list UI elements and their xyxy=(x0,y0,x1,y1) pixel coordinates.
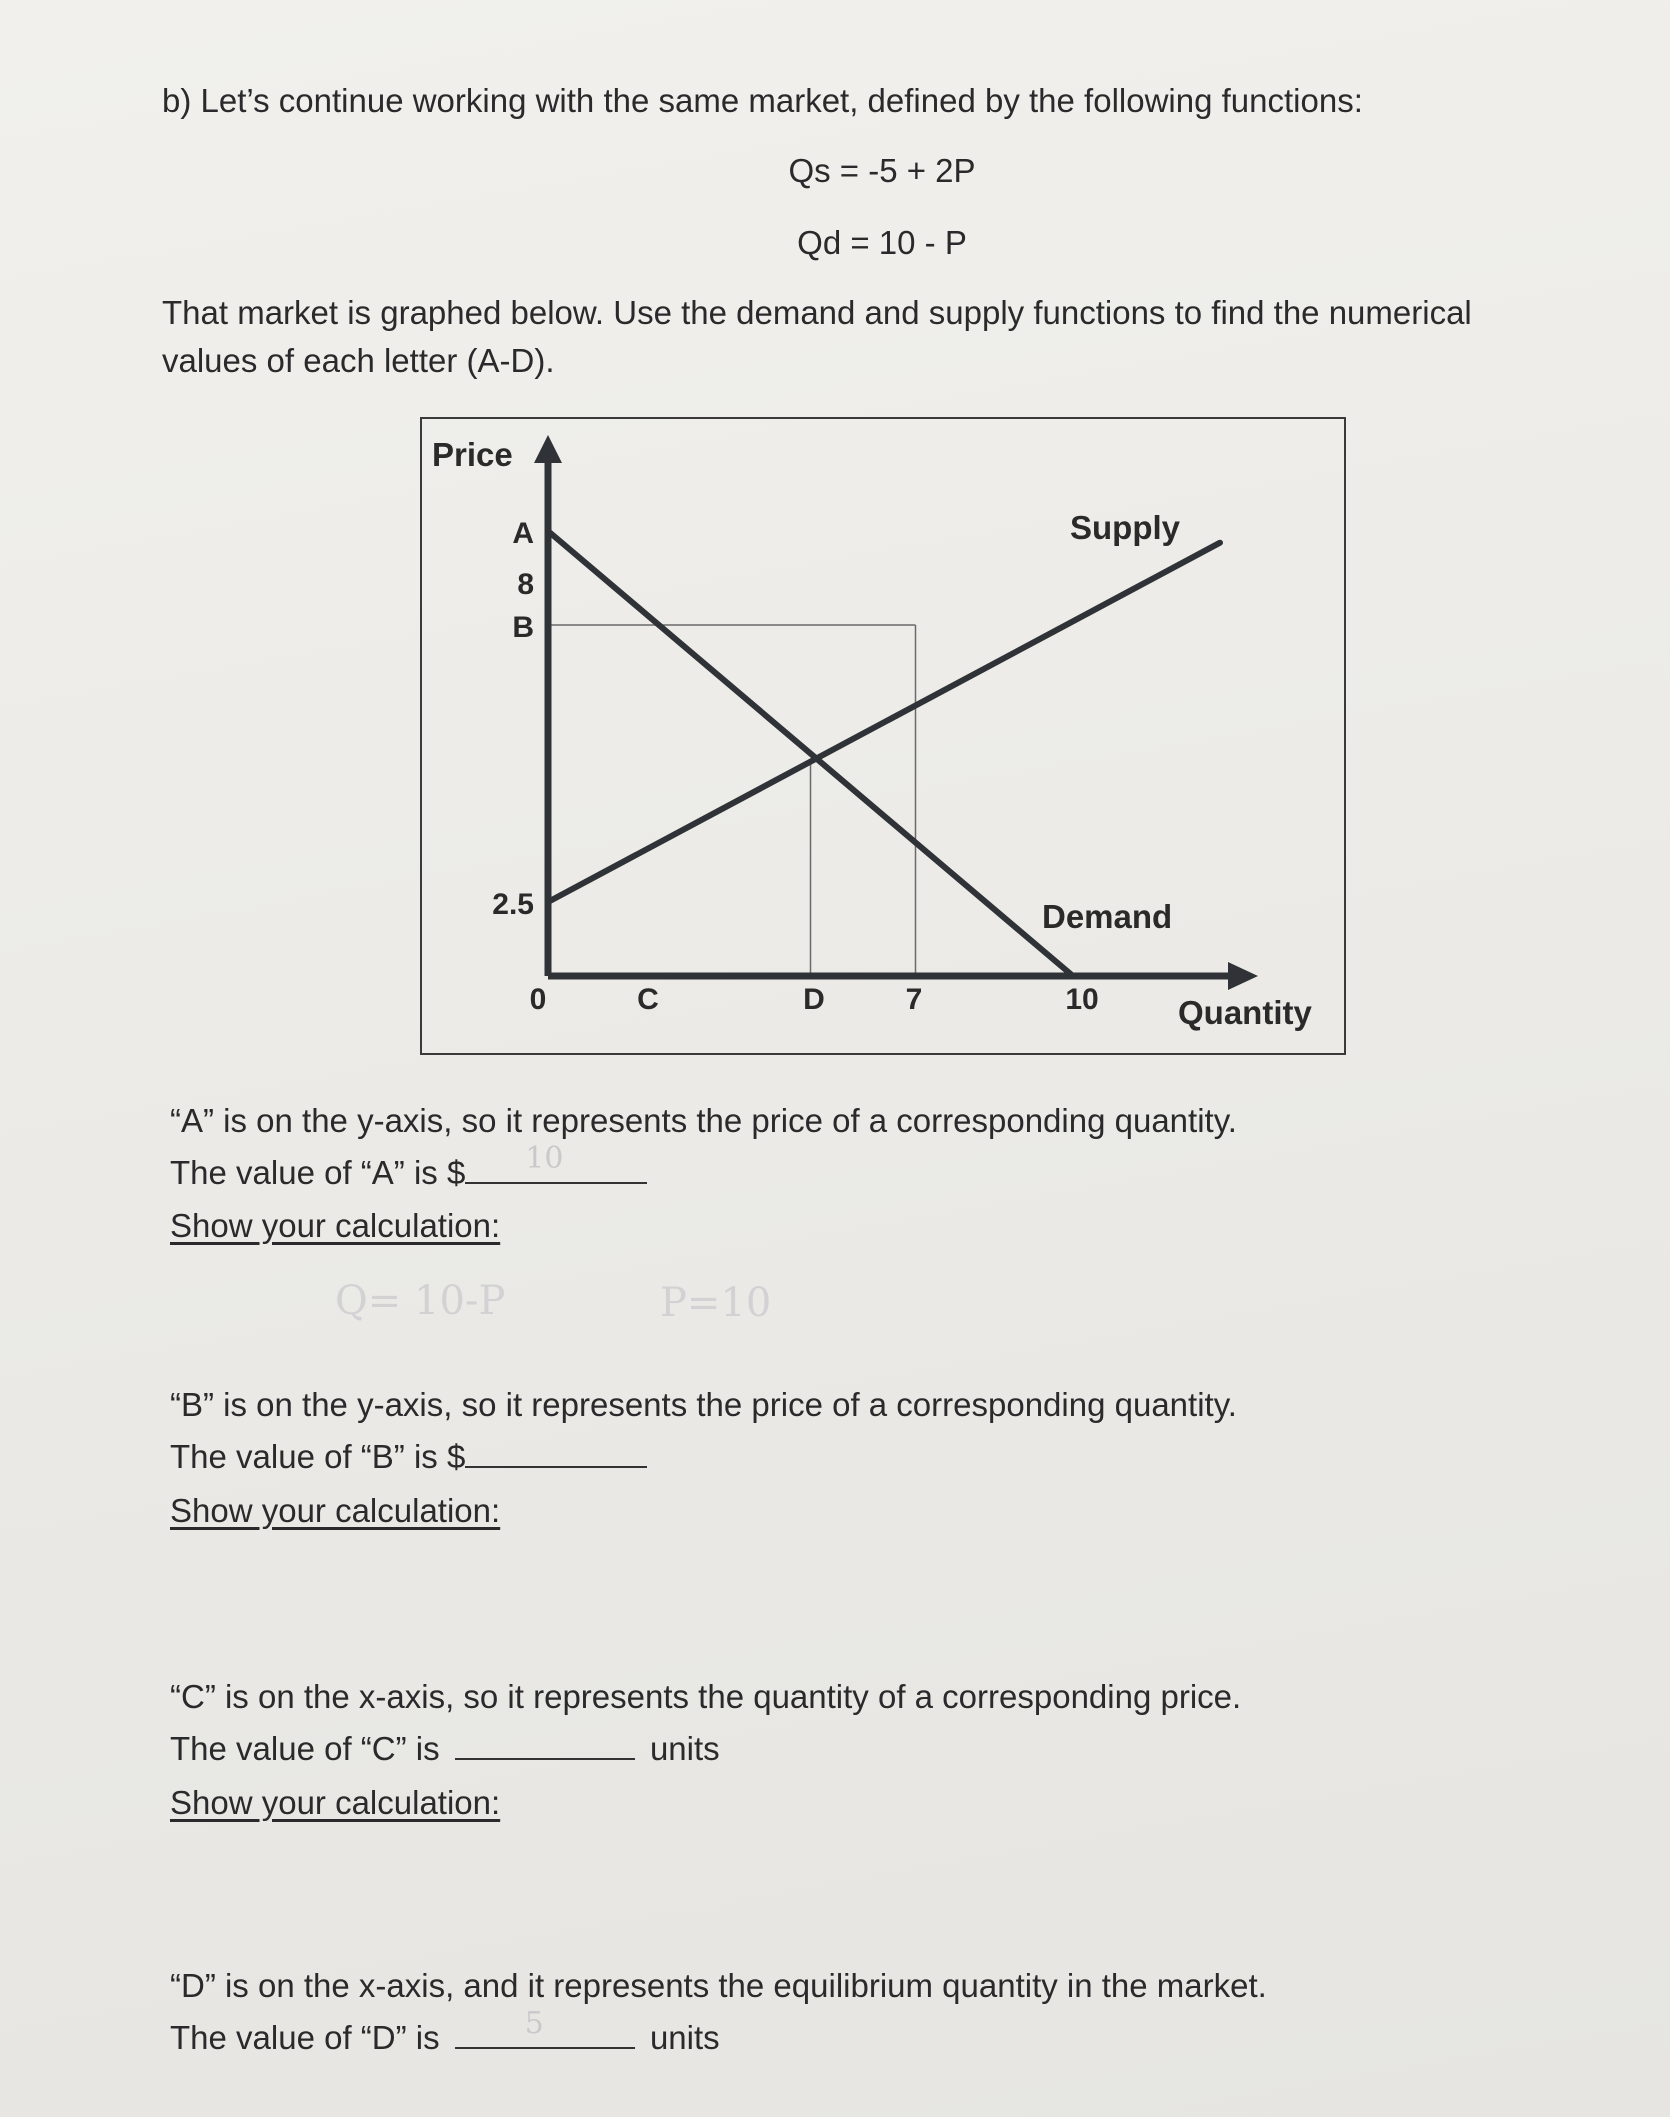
section-a-calc-label: Show your calculation: xyxy=(170,1207,501,1244)
section-d-description: “D” is on the x-axis, and it represents the equilibrium quantity in the market. xyxy=(170,1967,1267,2004)
x-tick-label: 0 xyxy=(529,983,547,1016)
demand-series-label: Demand xyxy=(1042,898,1173,935)
instruction-line-2: values of each letter (A-D). xyxy=(162,342,555,379)
section-d-units: units xyxy=(649,2019,720,2056)
x-axis-arrow xyxy=(1228,962,1258,990)
section-a-value-row xyxy=(170,1141,647,1194)
supply-equation: Qs = -5 + 2P xyxy=(788,152,976,189)
section-c-answer-blank[interactable] xyxy=(455,1728,635,1760)
y-axis-arrow xyxy=(534,435,562,463)
section-a-description: “A” is on the y-axis, so it represents the price of a corresponding quantity. xyxy=(170,1102,1237,1139)
instruction-line-1: That market is graphed below. Use the demand and supply functions to find the numerical xyxy=(162,294,1472,331)
demand-equation: Qd = 10 - P xyxy=(797,224,967,261)
question-intro: b) Let’s continue working with the same market, defined by the following functions: xyxy=(162,82,1363,119)
x-tick-label: C xyxy=(637,983,659,1016)
section-b-answer-blank[interactable] xyxy=(465,1436,647,1468)
section-d-answer-blank[interactable] xyxy=(455,2006,635,2049)
y-tick-label: 2.5 xyxy=(492,888,534,921)
section-c-calc-label: Show your calculation: xyxy=(170,1784,501,1821)
x-tick-label: 7 xyxy=(905,983,923,1016)
x-tick-label: D xyxy=(803,983,825,1016)
section-b-value-row xyxy=(170,1436,647,1478)
supply-series-label: Supply xyxy=(1070,509,1181,546)
supply-demand-chart xyxy=(420,417,1346,1055)
y-tick-label: A xyxy=(512,517,534,550)
section-b-value-label: The value of “B” is $ xyxy=(170,1438,466,1475)
y-tick-label: B xyxy=(512,611,534,644)
supply-line xyxy=(548,543,1220,902)
section-a-answer-blank[interactable] xyxy=(465,1141,647,1184)
section-c-description: “C” is on the x-axis, so it represents the quantity of a corresponding price. xyxy=(170,1678,1242,1715)
section-d-value-row xyxy=(170,2006,720,2059)
section-c-value-label: The value of “C” is xyxy=(170,1730,440,1767)
y-axis-label: Price xyxy=(432,436,513,473)
section-c-units: units xyxy=(649,1730,720,1767)
y-tick-label: 8 xyxy=(517,568,534,601)
section-b-description: “B” is on the y-axis, so it represents the price of a corresponding quantity. xyxy=(170,1386,1237,1423)
section-a-answer: 10 xyxy=(525,1141,564,1176)
section-d-answer: 5 xyxy=(524,2006,544,2041)
section-a-value-label: The value of “A” is $ xyxy=(170,1154,466,1191)
section-b-calc-label: Show your calculation: xyxy=(170,1492,501,1529)
section-d-value-label: The value of “D” is xyxy=(170,2019,440,2056)
section-a-scribble-2: P=10 xyxy=(660,1280,772,1326)
section-c-value-row xyxy=(170,1728,720,1770)
x-tick-label: 10 xyxy=(1065,983,1099,1016)
x-axis-label: Quantity xyxy=(1178,994,1312,1031)
section-a-scribble-1: Q= 10-P xyxy=(335,1278,506,1324)
